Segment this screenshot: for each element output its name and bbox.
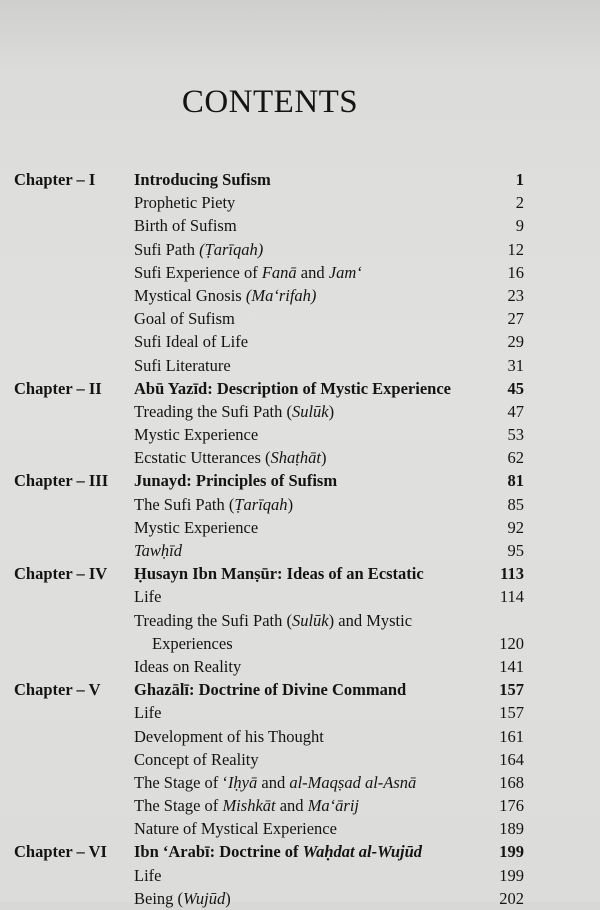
entry-title-text: Sufi Ideal of Life	[134, 332, 249, 352]
entry-title-text: Ecstatic Utterances (	[134, 448, 271, 468]
entry-title-italic: Tawḥīd	[134, 541, 183, 560]
toc-chapter-row	[0, 168, 600, 191]
page-number: 95	[507, 541, 524, 560]
toc-row	[0, 539, 600, 562]
entry-title-text: Nature of Mystical Experience	[134, 819, 337, 839]
entry-title-text: Ghazālī: Doctrine of Divine Command	[134, 680, 407, 700]
entry-title-italic: Jam‘	[328, 262, 362, 282]
entry-title	[134, 887, 231, 910]
show-through-text	[0, 0, 600, 90]
entry-title	[134, 539, 182, 562]
page-title: CONTENTS	[181, 84, 359, 120]
toc-row	[0, 655, 600, 678]
entry-title-text: and	[275, 796, 308, 816]
page-number: 199	[499, 865, 524, 885]
page-number: 12	[507, 239, 524, 259]
page-number: 9	[515, 216, 524, 236]
page-number: 23	[507, 285, 524, 305]
page-number: 141	[499, 656, 524, 676]
toc-row	[0, 585, 600, 608]
toc-row	[0, 261, 600, 284]
page-number: 113	[500, 564, 524, 584]
page-number: 92	[507, 517, 524, 537]
page-number: 31	[507, 355, 524, 375]
toc-row	[0, 701, 600, 724]
entry-title	[134, 469, 337, 492]
entry-title-text: Ḥusayn Ibn Manṣūr: Ideas of an Ecstatic	[134, 564, 424, 584]
entry-title	[134, 330, 248, 353]
entry-title	[134, 817, 337, 840]
entry-title-text: )	[287, 494, 294, 514]
entry-title	[134, 354, 231, 377]
entry-title-text: Goal of Sufism	[134, 309, 235, 329]
toc-row	[0, 423, 600, 446]
page-number: 81	[507, 471, 524, 491]
page-number: 29	[507, 332, 524, 352]
page-number: 114	[499, 587, 524, 607]
page-number: 202	[499, 888, 524, 908]
entry-title	[152, 632, 233, 655]
entry-title-text: The Sufi Path (	[134, 494, 235, 514]
entry-title-italic: Shaṭhāt	[270, 448, 321, 468]
toc-row	[0, 400, 600, 423]
entry-title-text: Mystical Gnosis	[134, 285, 246, 305]
entry-title	[134, 446, 326, 469]
chapter-label: Chapter – III	[14, 471, 109, 491]
entry-title-italic: Sulūk	[291, 610, 329, 630]
entry-title	[134, 655, 241, 678]
chapter-label: Chapter – IV	[14, 564, 108, 584]
page-number: 2	[515, 193, 524, 213]
entry-title-text: Experiences	[152, 633, 233, 653]
entry-title-text: and	[296, 262, 329, 282]
page-number: 189	[499, 819, 524, 839]
page-number: 53	[507, 425, 524, 445]
page-number: 16	[507, 262, 524, 282]
entry-title-italic: Mishkāt	[222, 796, 276, 816]
entry-title-text: Junayd: Principles of Sufism	[134, 471, 338, 491]
toc-row	[0, 725, 600, 748]
entry-title-italic: Waḥdat al-Wujūd	[302, 842, 423, 862]
toc-chapter-row	[0, 678, 600, 701]
entry-title-italic: Wujūd	[183, 888, 226, 908]
page-number: 161	[499, 726, 524, 746]
entry-title-text: Sufi Literature	[134, 355, 231, 375]
toc-row	[0, 307, 600, 330]
entry-title-text: ) and Mystic	[328, 610, 413, 630]
entry-title-text: Life	[134, 703, 162, 723]
entry-title	[134, 238, 263, 261]
entry-title-text: Concept of Reality	[134, 749, 259, 769]
entry-title-text: Ideas on Reality	[134, 656, 242, 676]
toc-row	[0, 191, 600, 214]
toc-row	[0, 330, 600, 353]
entry-title	[134, 701, 161, 724]
entry-title-italic: Ṭarīqah	[234, 494, 288, 514]
entry-title-text: Ibn ‘Arabī: Doctrine of	[134, 842, 303, 862]
toc-row	[0, 516, 600, 539]
toc-row	[0, 864, 600, 887]
chapter-label: Chapter – I	[14, 170, 96, 189]
page-number: 157	[499, 703, 524, 723]
entry-title-text: )	[328, 401, 335, 421]
entry-title-text: )	[320, 448, 327, 468]
entry-title-text: Introducing Sufism	[134, 170, 271, 189]
entry-title	[134, 261, 362, 284]
toc-chapter-row	[0, 840, 600, 863]
entry-title	[134, 284, 316, 307]
entry-title	[134, 725, 324, 748]
entry-title-italic: Iḥyā	[227, 772, 258, 792]
entry-title	[134, 377, 451, 400]
entry-title	[134, 423, 258, 446]
entry-title-italic: (Ṭarīqah)	[199, 239, 264, 259]
entry-title	[134, 864, 161, 887]
entry-title	[134, 516, 258, 539]
entry-title	[134, 562, 424, 585]
entry-title-text: Life	[134, 865, 162, 885]
page-number: 164	[499, 749, 524, 769]
toc-row	[0, 609, 600, 632]
entry-title-text: Development of his Thought	[134, 726, 324, 746]
entry-title	[134, 214, 237, 237]
chapter-label: Chapter – II	[14, 378, 102, 398]
entry-title	[134, 307, 235, 330]
toc-row	[0, 214, 600, 237]
toc-row	[0, 238, 600, 261]
entry-title	[134, 794, 359, 817]
page-number: 45	[507, 378, 524, 398]
entry-title	[134, 748, 259, 771]
entry-title-italic: (Ma‘rifah)	[245, 285, 317, 305]
entry-title	[134, 585, 161, 608]
toc-row	[0, 887, 600, 910]
page-number: 62	[507, 448, 524, 468]
toc-row	[0, 632, 600, 655]
entry-title	[134, 609, 412, 632]
entry-title	[134, 678, 406, 701]
page-number: 199	[499, 842, 524, 862]
entry-title-text: Mystic Experience	[134, 517, 259, 537]
toc-row	[0, 446, 600, 469]
toc-row	[0, 354, 600, 377]
entry-title-italic: Fanā	[261, 262, 297, 282]
entry-title-text: Life	[134, 587, 162, 607]
entry-title-text: Sufi Path	[134, 239, 200, 259]
entry-title-text: Treading the Sufi Path (	[134, 401, 292, 421]
entry-title-italic: Sulūk	[291, 401, 329, 421]
page-number: 157	[499, 680, 524, 700]
toc-row	[0, 771, 600, 794]
chapter-label: Chapter – V	[14, 680, 101, 700]
toc-chapter-row	[0, 469, 600, 492]
entry-title-text: Birth of Sufism	[134, 216, 237, 236]
toc-chapter-row	[0, 377, 600, 400]
entry-title-text: )	[225, 888, 231, 908]
toc-row	[0, 748, 600, 771]
entry-title	[134, 771, 416, 794]
toc-row	[0, 817, 600, 840]
entry-title-text: Mystic Experience	[134, 425, 259, 445]
chapter-label: Chapter – VI	[14, 842, 107, 862]
entry-title	[134, 400, 334, 423]
entry-title-text: Abū Yazīd: Description of Mystic Experience	[134, 378, 451, 398]
page-number: 1	[515, 170, 524, 189]
toc-chapter-row	[0, 562, 600, 585]
entry-title-text: The Stage of	[134, 796, 223, 816]
toc-row	[0, 493, 600, 516]
toc-row	[0, 284, 600, 307]
page-number: 27	[507, 309, 524, 329]
entry-title	[134, 191, 235, 214]
entry-title	[134, 168, 271, 191]
toc-row	[0, 794, 600, 817]
entry-title-text: and	[257, 772, 290, 792]
entry-title-italic: al-Maqṣad al-Asnā	[289, 772, 417, 792]
entry-title-text: Sufi Experience of	[134, 262, 262, 282]
page-number: 85	[507, 494, 524, 514]
entry-title-text: The Stage of ‘	[134, 772, 228, 792]
entry-title-text: Prophetic Piety	[134, 193, 236, 213]
table-of-contents	[0, 168, 600, 910]
entry-title	[134, 840, 422, 863]
page-number: 176	[499, 796, 524, 816]
page-number: 120	[499, 633, 524, 653]
page-number: 47	[507, 401, 524, 421]
entry-title-italic: Ma‘ārij	[307, 796, 360, 816]
page-number: 168	[499, 772, 524, 792]
entry-title-text: Being (	[134, 888, 184, 908]
entry-title-text: Treading the Sufi Path (	[134, 610, 292, 630]
entry-title	[134, 493, 293, 516]
